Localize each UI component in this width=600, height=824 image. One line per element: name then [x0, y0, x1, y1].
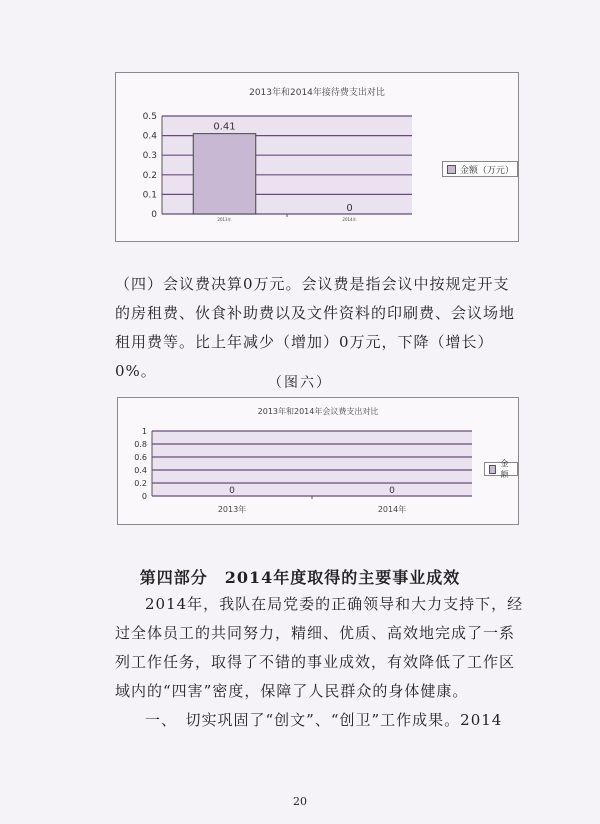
meeting-fee-chart — [117, 397, 519, 525]
reception-fee-chart — [115, 72, 519, 242]
meeting-fee-paragraph: （四）会议费决算0万元。会议费是指会议中按规定开支的房租费、伙食补助费以及文件资料的印刷费、会议场地租用费等。比上年减少（增加）0万元，下降（增长）0%。 — [115, 275, 516, 380]
data-label: 0 — [346, 203, 353, 214]
y-tick-label: 0.4 — [134, 466, 147, 475]
plot-area — [152, 431, 472, 496]
x-tick-label: 2014年 — [377, 505, 407, 514]
legend-label: 金额 — [500, 459, 509, 479]
y-tick-label: 0.5 — [142, 112, 157, 122]
chart-legend — [484, 459, 518, 479]
y-tick-label: 0.2 — [134, 479, 147, 488]
y-tick-label: 0 — [141, 492, 147, 501]
reception-fee-plot — [116, 73, 518, 241]
legend-label: 金额（万元） — [459, 165, 514, 176]
y-tick-label: 0.2 — [142, 170, 157, 181]
results-paragraph: 2014年，我队在局党委的正确领导和大力支持下，经过全体员工的共同努力，精细、优质、高效地完成了一系列工作任务，取得了不错的事业成效，有效降低了工作区域内的“四害”密度，保障了人民群众的身体健康。 — [115, 595, 524, 700]
chart-legend — [442, 161, 518, 177]
legend-swatch — [447, 165, 456, 174]
chart-title: 2013年和2014年会议费支出对比 — [257, 407, 379, 416]
legend-swatch — [489, 465, 496, 474]
y-tick-label: 0.1 — [142, 190, 157, 201]
figure-label: （图六） — [268, 375, 332, 391]
item-one-paragraph: 一、 切实巩固了“创文”、“创卫”工作成果。2014 — [145, 711, 503, 729]
x-tick-label: 2014年 — [342, 217, 357, 222]
y-tick-label: 0.6 — [134, 453, 147, 462]
chart-title: 2013年和2014年接待费支出对比 — [249, 88, 385, 98]
data-label: 0 — [389, 486, 395, 496]
y-tick-label: 0.4 — [142, 131, 157, 142]
y-tick-label: 0.3 — [142, 151, 157, 162]
page-number: 20 — [293, 795, 307, 808]
y-tick-label: 0.8 — [134, 440, 147, 449]
section-title: 第四部分 2014年度取得的主要事业成效 — [139, 568, 461, 587]
data-label: 0.41 — [213, 121, 236, 133]
x-tick-label: 2013年 — [217, 505, 247, 514]
data-label: 0 — [229, 486, 235, 496]
meeting-fee-plot — [118, 398, 518, 524]
y-tick-label: 1 — [141, 427, 147, 436]
bar — [193, 134, 256, 214]
y-tick-label: 0 — [151, 210, 157, 220]
x-tick-label: 2013年 — [217, 217, 232, 222]
